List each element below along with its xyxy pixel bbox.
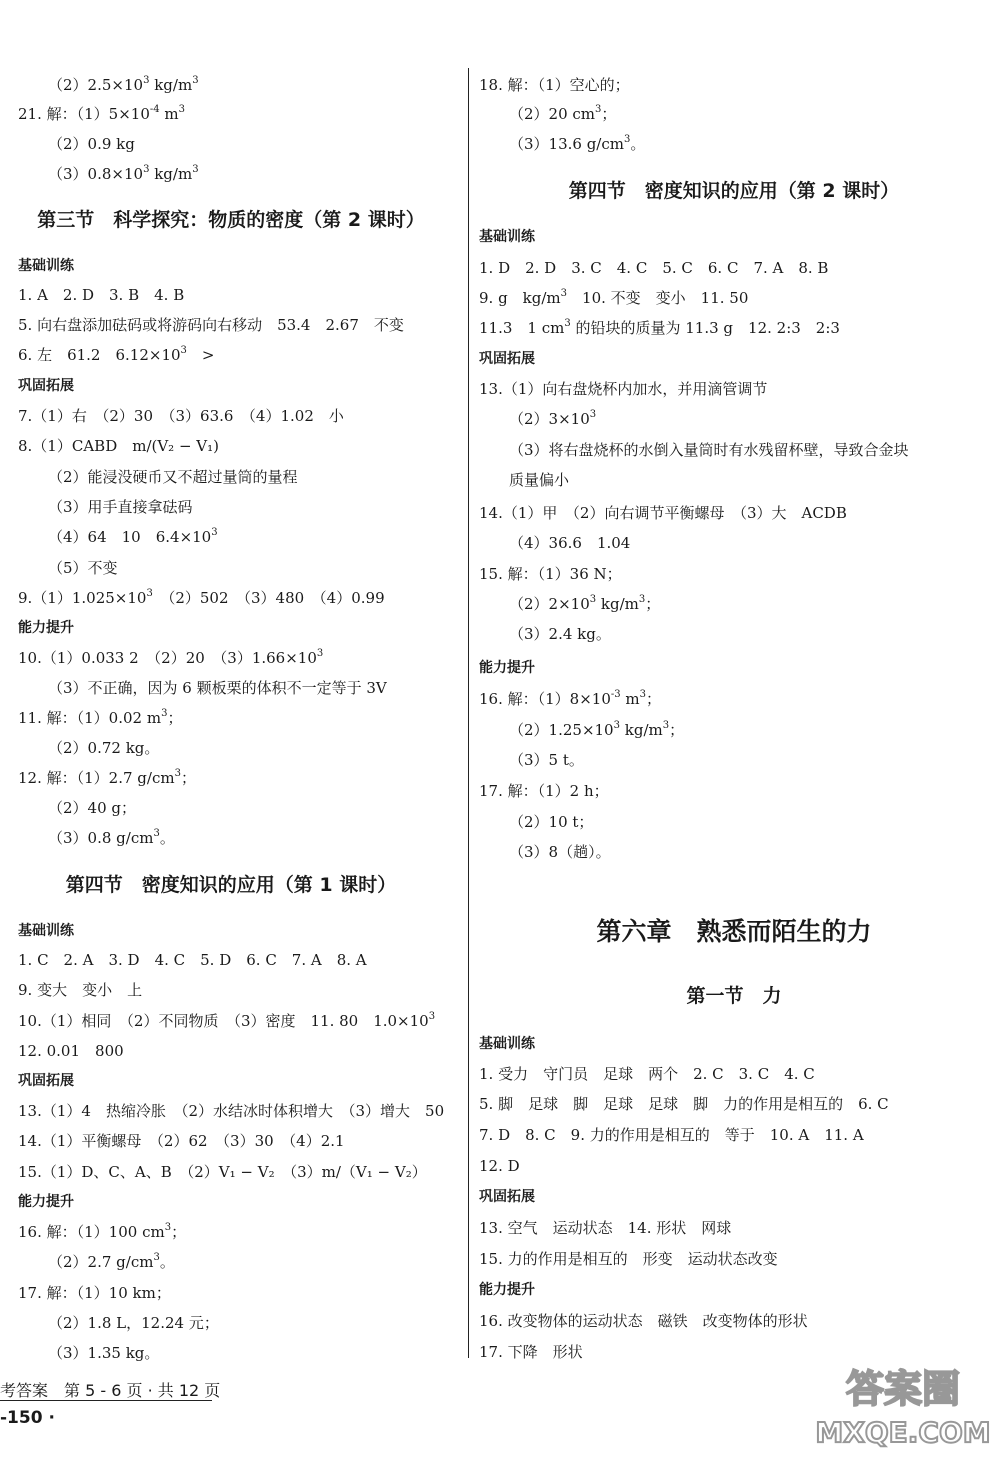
answer-text: （2）0.72 kg。 xyxy=(48,739,160,757)
answer-line xyxy=(18,588,385,608)
answer-line xyxy=(18,315,404,335)
answer-line xyxy=(509,842,611,862)
answer-line xyxy=(18,980,142,1000)
superscript: 3 xyxy=(589,594,597,605)
answer-text: ； xyxy=(167,709,183,727)
superscript: 3 xyxy=(153,828,160,839)
answer-line xyxy=(479,258,828,278)
answer-text: 。 xyxy=(159,1253,175,1271)
subsection-heading: 能力提升 xyxy=(479,1282,535,1298)
subsection-heading: 巩固拓展 xyxy=(18,1073,74,1089)
answer-line xyxy=(509,104,616,124)
answer-line xyxy=(479,379,767,399)
answer-line xyxy=(48,738,159,758)
answer-line xyxy=(48,1313,219,1333)
answer-text: （2）2×10 xyxy=(509,595,590,613)
answer-line xyxy=(18,104,185,124)
answer-line xyxy=(509,750,584,770)
subsection-heading: 基础训练 xyxy=(18,258,74,274)
subsection-heading: 巩固拓展 xyxy=(479,351,535,367)
subsection-heading: 能力提升 xyxy=(18,1194,74,1210)
answer-text: （3）用手直接拿砝码 xyxy=(48,498,193,516)
watermark-bottom-text: MXQE.COM xyxy=(815,1416,991,1449)
answer-text: ； xyxy=(646,690,662,708)
subsection-heading: 巩固拓展 xyxy=(479,1189,535,1205)
answer-text: （2）20 cm xyxy=(509,105,596,123)
answer-text: （2）10 t； xyxy=(509,813,594,831)
superscript: 3 xyxy=(589,409,597,420)
subsection-heading: 基础训练 xyxy=(18,923,74,939)
answer-text: 6. 左 61.2 6.12×10 xyxy=(18,346,181,364)
answer-line xyxy=(18,1162,427,1182)
answer-line xyxy=(509,409,596,429)
answer-text: 7. D 8. C 9. 力的作用是相互的 等于 10. A 11. A xyxy=(479,1126,864,1144)
answer-line xyxy=(479,1125,864,1145)
superscript: 3 xyxy=(613,720,620,731)
answer-line xyxy=(48,75,199,95)
superscript: -3 xyxy=(610,689,621,700)
answer-line xyxy=(479,503,847,523)
superscript: 3 xyxy=(143,164,150,175)
section-title: 第三节 科学探究：物质的密度（第 2 课时） xyxy=(37,209,425,231)
answer-text: 14.（1）甲 （2）向右调节平衡螺母 （3）大 ACDB xyxy=(479,504,847,522)
superscript: 3 xyxy=(211,527,218,538)
answer-line xyxy=(479,689,661,709)
answer-text: （2）2.5×10 xyxy=(48,76,144,94)
answer-text: 9.（1）1.025×10 xyxy=(18,589,147,607)
answer-line xyxy=(48,558,118,578)
answer-text: （2）1.25×10 xyxy=(509,721,614,739)
superscript: -4 xyxy=(149,104,160,115)
answer-line xyxy=(479,1311,808,1331)
answer-text: 1. C 2. A 3. D 4. C 5. D 6. C 7. A 8. A xyxy=(18,951,367,969)
superscript: 3 xyxy=(595,104,602,115)
subsection-heading: 能力提升 xyxy=(479,660,535,676)
answer-line xyxy=(18,436,219,456)
answer-text: （5）不变 xyxy=(48,559,118,577)
answer-line xyxy=(509,720,684,740)
answer-text: 5. 脚 足球 脚 足球 足球 脚 力的作用是相互的 6. C xyxy=(479,1095,889,1113)
answer-text: （3）5 t。 xyxy=(509,751,584,769)
answer-line xyxy=(18,708,182,728)
page-number: -150 · xyxy=(0,1408,55,1428)
answer-line xyxy=(479,75,630,95)
answer-text: kg/m xyxy=(596,595,639,613)
answer-line xyxy=(509,812,593,832)
answer-text: （3）0.8 g/cm xyxy=(48,829,154,847)
answer-text: 12. 0.01 800 xyxy=(18,1042,124,1060)
answer-line xyxy=(18,1041,124,1061)
superscript: 3 xyxy=(161,708,168,719)
answer-text: 16. 解：（1）8×10 xyxy=(479,690,611,708)
answer-text: （3）不正确，因为 6 颗板栗的体积不一定等于 3V xyxy=(48,679,387,697)
answer-line xyxy=(479,781,609,801)
answer-line xyxy=(18,648,323,668)
answer-text: 10.（1）0.033 2 （2）20 （3）1.66×10 xyxy=(18,649,317,667)
answer-text: 。 xyxy=(159,829,175,847)
answer-line xyxy=(479,1249,778,1269)
answer-text: （3）2.4 kg。 xyxy=(509,625,611,643)
answer-line xyxy=(479,1094,889,1114)
answer-text: 5. 向右盘添加砝码或将游码向右移动 53.4 2.67 不变 xyxy=(18,316,404,334)
column-divider xyxy=(468,68,469,1358)
answer-line xyxy=(479,1342,583,1362)
answer-line xyxy=(479,1156,520,1176)
answer-text: （3）13.6 g/cm xyxy=(509,135,624,153)
watermark-logo xyxy=(810,1360,996,1452)
superscript: 3 xyxy=(624,134,631,145)
answer-text: 13.（1）向右盘烧杯内加水，并用滴管调节 xyxy=(479,380,768,398)
answer-line xyxy=(48,1252,175,1272)
answer-text: > xyxy=(186,346,215,364)
answer-text: m xyxy=(620,690,640,708)
answer-line xyxy=(18,950,367,970)
answer-text: （3）1.35 kg。 xyxy=(48,1344,160,1362)
answer-text: 10. 不变 变小 11. 50 xyxy=(567,289,749,307)
watermark-top-text: 答案圈 xyxy=(845,1367,961,1411)
answer-line xyxy=(48,134,135,154)
answer-text: （2）3×10 xyxy=(509,410,590,428)
answer-text: ； xyxy=(171,1223,187,1241)
answer-text: 13. 空气 运动状态 14. 形状 网球 xyxy=(479,1219,732,1237)
answer-text: （2）502 （3）480 （4）0.99 xyxy=(152,589,385,607)
answer-line xyxy=(48,828,175,848)
answer-text: （2）40 g； xyxy=(48,799,137,817)
answer-text: 10.（1）相同 （2）不同物质 （3）密度 11. 80 1.0×10 xyxy=(18,1012,429,1030)
answer-line xyxy=(509,533,630,553)
answer-text: （3）0.8×10 xyxy=(48,165,144,183)
answer-text: 11. 解：（1）0.02 m xyxy=(18,709,162,727)
answer-text: 质量偏小 xyxy=(509,471,570,489)
answer-text: （3）将右盘烧杯的水倒入量筒时有水残留杯壁，导致合金块 xyxy=(509,441,909,459)
answer-line xyxy=(479,1218,731,1238)
section-title: 第四节 密度知识的应用（第 1 课时） xyxy=(65,874,397,896)
answer-text: kg/m xyxy=(149,76,193,94)
answer-line xyxy=(18,285,184,305)
superscript: 3 xyxy=(638,594,646,605)
answer-line xyxy=(18,1283,171,1303)
superscript: 3 xyxy=(564,318,571,329)
answer-text: 12. 解：（1）2.7 g/cm xyxy=(18,769,175,787)
superscript: 3 xyxy=(153,1252,160,1263)
superscript: 3 xyxy=(192,164,199,175)
answer-text: ； xyxy=(180,769,196,787)
answer-text: 21. 解：（1）5×10 xyxy=(18,105,150,123)
section-title: 第四节 密度知识的应用（第 2 课时） xyxy=(568,180,900,202)
answer-line xyxy=(48,467,298,487)
answer-line xyxy=(48,164,199,184)
answer-line xyxy=(48,678,387,698)
answer-text: 13.（1）4 热缩冷胀 （2）水结冰时体积增大 （3）增大 50 xyxy=(18,1102,445,1120)
superscript: 3 xyxy=(164,1222,172,1233)
answer-text: 11.3 1 cm xyxy=(479,319,565,337)
answer-line xyxy=(509,624,611,644)
superscript: 3 xyxy=(192,75,199,86)
answer-line xyxy=(479,288,748,308)
answer-text: 8.（1）CABD m/(V₂ − V₁) xyxy=(18,437,219,455)
answer-text: （2）1.8 L，12.24 元； xyxy=(48,1314,219,1332)
answer-text: 1. D 2. D 3. C 4. C 5. C 6. C 7. A 8. B xyxy=(479,259,829,277)
answer-text: kg/m xyxy=(149,165,193,183)
answer-line xyxy=(509,470,569,490)
answer-text: （2）2.7 g/cm xyxy=(48,1253,154,1271)
superscript: 3 xyxy=(639,689,646,700)
answer-line xyxy=(48,497,193,517)
answer-text: 12. D xyxy=(479,1157,520,1175)
answer-line xyxy=(509,440,909,460)
answer-text: ； xyxy=(601,105,617,123)
answer-text: 17. 下降 形状 xyxy=(479,1343,583,1361)
answer-text: 1. A 2. D 3. B 4. B xyxy=(18,286,185,304)
superscript: 3 xyxy=(180,345,187,356)
answer-line xyxy=(48,1343,159,1363)
answer-line xyxy=(18,345,215,365)
answer-line xyxy=(479,1064,815,1084)
answer-text: 14.（1）平衡螺母 （2）62 （3）30 （4）2.1 xyxy=(18,1132,345,1150)
answer-text: m xyxy=(159,105,179,123)
answer-line xyxy=(18,1011,435,1031)
subsection-heading: 巩固拓展 xyxy=(18,378,74,394)
answer-line xyxy=(18,406,344,426)
answer-line xyxy=(509,134,645,154)
answer-text: 16. 改变物体的运动状态 磁铁 改变物体的形状 xyxy=(479,1312,808,1330)
superscript: 3 xyxy=(662,720,670,731)
answer-line xyxy=(479,564,622,584)
footer-info: 考答案 第 5 - 6 页 · 共 12 页 xyxy=(0,1381,221,1400)
superscript: 3 xyxy=(560,288,568,299)
answer-text: 17. 解：（1）10 km； xyxy=(18,1284,171,1302)
superscript: 3 xyxy=(146,588,153,599)
answer-text: 15. 力的作用是相互的 形变 运动状态改变 xyxy=(479,1250,778,1268)
section-title: 第一节 力 xyxy=(686,985,782,1007)
answer-text: （2）能浸没硬币又不超过量筒的量程 xyxy=(48,468,298,486)
superscript: 3 xyxy=(428,1011,436,1022)
answer-line xyxy=(48,798,136,818)
answer-text: 。 xyxy=(630,135,646,153)
subsection-heading: 基础训练 xyxy=(479,1036,535,1052)
superscript: 3 xyxy=(174,768,181,779)
answer-text: ； xyxy=(669,721,685,739)
answer-text: （4）64 10 6.4×10 xyxy=(48,528,212,546)
answer-text: 18. 解：（1）空心的； xyxy=(479,76,630,94)
answer-text: 15.（1）D、C、A、B （2）V₁ − V₂ （3）m/（V₁ − V₂） xyxy=(18,1163,427,1181)
answer-line xyxy=(479,318,840,338)
answer-text: 9. g kg/m xyxy=(479,289,561,307)
answer-text: 1. 受力 守门员 足球 两个 2. C 3. C 4. C xyxy=(479,1065,815,1083)
answer-line xyxy=(18,768,196,788)
answer-text: 17. 解：（1）2 h； xyxy=(479,782,609,800)
answer-line xyxy=(18,1131,345,1151)
answer-text: 9. 变大 变小 上 xyxy=(18,981,143,999)
subsection-heading: 基础训练 xyxy=(479,229,535,245)
answer-text: （4）36.6 1.04 xyxy=(509,534,631,552)
footer-rule xyxy=(0,1400,212,1401)
answer-text: （2）0.9 kg xyxy=(48,135,135,153)
chapter-title: 第六章 熟悉而陌生的力 xyxy=(596,917,872,946)
superscript: 3 xyxy=(178,104,185,115)
answer-line xyxy=(48,527,218,547)
answer-text: （3）8（趟）。 xyxy=(509,843,611,861)
answer-text: kg/m xyxy=(619,721,663,739)
answer-text: 15. 解：（1）36 N； xyxy=(479,565,622,583)
answer-line xyxy=(509,594,660,614)
answer-text: 的铅块的质量为 11.3 g 12. 2:3 2:3 xyxy=(570,319,840,337)
subsection-heading: 能力提升 xyxy=(18,620,74,636)
answer-line xyxy=(18,1222,186,1242)
answer-text: ； xyxy=(645,595,661,613)
superscript: 3 xyxy=(143,75,150,86)
answer-line xyxy=(18,1101,444,1121)
answer-text: 16. 解：（1）100 cm xyxy=(18,1223,165,1241)
superscript: 3 xyxy=(316,648,324,659)
answer-text: 7.（1）右 （2）30 （3）63.6 （4）1.02 小 xyxy=(18,407,344,425)
